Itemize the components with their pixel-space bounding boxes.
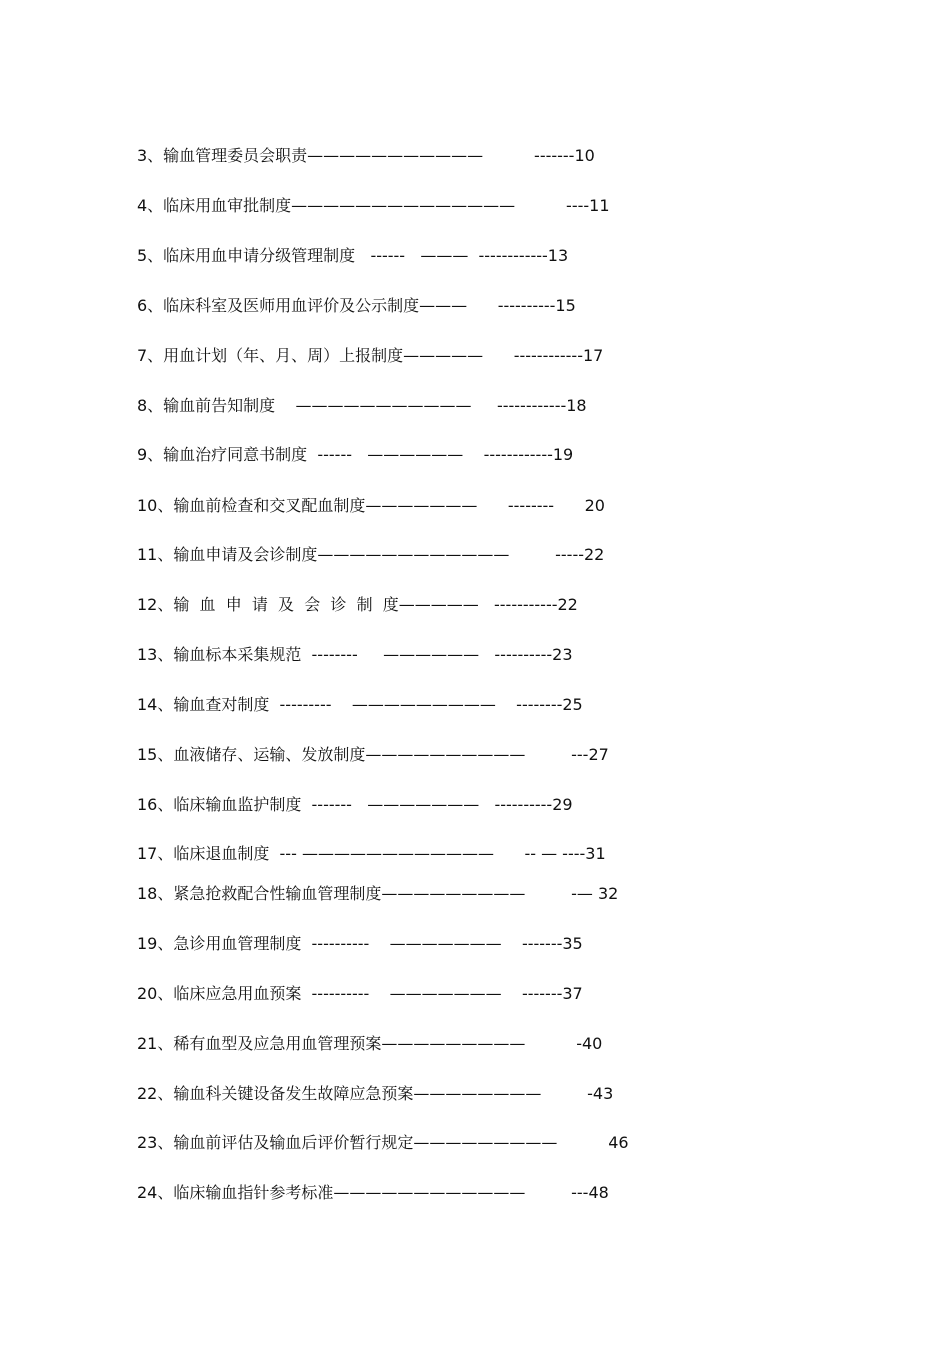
toc-entry: 22、输血科关键设备发生故障应急预案———————— -43 bbox=[137, 1084, 614, 1103]
toc-entry: 21、稀有血型及应急用血管理预案————————— -40 bbox=[137, 1034, 603, 1053]
toc-entry: 9、输血治疗同意书制度 ------ —————— ------------19 bbox=[137, 445, 574, 464]
toc-entry: 15、血液储存、运输、发放制度—————————— ---27 bbox=[137, 745, 609, 764]
toc-entry: 19、急诊用血管理制度 ---------- ——————— -------35 bbox=[137, 934, 583, 953]
toc-entry: 13、输血标本采集规范 -------- —————— ----------23 bbox=[137, 645, 573, 664]
toc-entry: 8、输血前告知制度 ——————————— ------------18 bbox=[137, 396, 587, 415]
toc-entry: 12、输 血 申 请 及 会 诊 制 度————— -----------22 bbox=[137, 595, 578, 614]
toc-entry: 18、紧急抢救配合性输血管理制度————————— -— 32 bbox=[137, 884, 619, 903]
toc-entry: 23、输血前评估及输血后评价暂行规定————————— 46 bbox=[137, 1133, 629, 1152]
toc-entry: 24、临床输血指针参考标准———————————— ---48 bbox=[137, 1183, 609, 1202]
toc-entry: 5、临床用血申请分级管理制度 ------ ——— ------------13 bbox=[137, 246, 569, 265]
toc-entry: 10、输血前检查和交叉配血制度——————— -------- 20 bbox=[137, 496, 605, 515]
toc-entry: 16、临床输血监护制度 ------- ——————— ----------29 bbox=[137, 795, 573, 814]
toc-entry: 17、临床退血制度 --- ———————————— -- — ----31 bbox=[137, 844, 606, 863]
toc-entry: 11、输血申请及会诊制度———————————— -----22 bbox=[137, 545, 605, 564]
toc-entry: 20、临床应急用血预案 ---------- ——————— -------37 bbox=[137, 984, 583, 1003]
toc-entry: 4、临床用血审批制度—————————————— ----11 bbox=[137, 196, 610, 215]
toc-entry: 6、临床科室及医师用血评价及公示制度——— ----------15 bbox=[137, 296, 576, 315]
toc-entry: 3、输血管理委员会职责——————————— -------10 bbox=[137, 146, 595, 165]
toc-entry: 7、用血计划（年、月、周）上报制度————— ------------17 bbox=[137, 346, 604, 365]
toc-entry: 14、输血查对制度 --------- ————————— --------25 bbox=[137, 695, 583, 714]
